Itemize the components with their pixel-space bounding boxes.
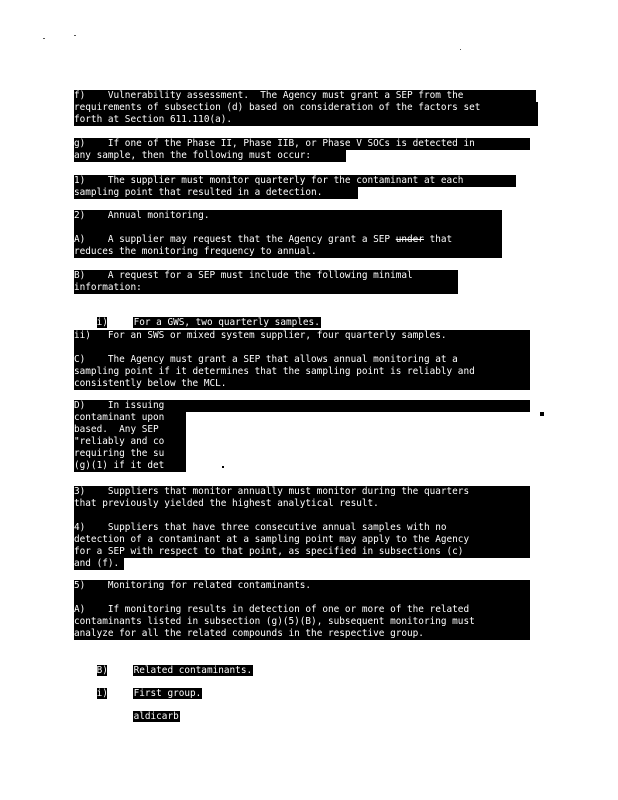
paragraph-3-and-4: [74, 486, 530, 570]
redaction-patch: [540, 412, 544, 416]
item-text: First group.: [133, 688, 202, 699]
item-label: i): [96, 317, 108, 328]
paragraph-i: [74, 306, 321, 328]
text-line: consistently below the MCL.: [74, 378, 530, 390]
text-line: forth at Section 611.110(a).: [74, 114, 538, 126]
text-line: B) A request for a SEP must include the following minimal: [74, 270, 458, 282]
text-line: [74, 222, 502, 234]
text-line: contaminants listed in subsection (g)(5)(B), subsequent monitoring must: [74, 616, 530, 628]
text-line: 2) Annual monitoring.: [74, 210, 502, 222]
text-line: 3) Suppliers that monitor annually must monitor during the quarters: [74, 486, 530, 498]
text-line: requiring the su: [74, 448, 186, 460]
item-text: Related contaminants.: [133, 665, 253, 676]
text-line: "reliably and co: [74, 436, 186, 448]
text-line: g) If one of the Phase II, Phase IIB, or Phase V SOCs is detected in: [74, 138, 530, 150]
text-line: C) The Agency must grant a SEP that allows annual monitoring at a: [74, 354, 530, 366]
text-line: any sample, then the following must occur:: [74, 150, 346, 162]
text-line: and (f).: [74, 558, 124, 570]
paragraph-5B: [74, 654, 253, 676]
text-line: sampling point that resulted in a detection.: [74, 187, 358, 199]
paragraph-5: [74, 580, 530, 640]
item-text: For a GWS, two quarterly samples.: [133, 317, 320, 328]
item-label: B): [96, 665, 108, 676]
text-line: [74, 592, 530, 604]
scan-speck: [74, 35, 76, 36]
text-line: requirements of subsection (d) based on consideration of the factors set: [74, 102, 538, 114]
text-line: contaminant upon: [74, 412, 186, 424]
text-line: that previously yielded the highest analytical result.: [74, 498, 530, 510]
scan-speck: [43, 38, 45, 39]
paragraph-g: [74, 138, 530, 162]
scan-speck: [222, 466, 224, 468]
item-label: i): [96, 688, 108, 699]
text-line: A) If monitoring results in detection of one or more of the related: [74, 604, 530, 616]
text-line: 5) Monitoring for related contaminants.: [74, 580, 530, 592]
blank-area: [186, 412, 530, 472]
redaction-patch: [174, 400, 530, 412]
paragraph-g1: [74, 175, 516, 199]
text-line: [74, 510, 530, 522]
text-line: A) A supplier may request that the Agency grant a SEP under that: [74, 234, 502, 246]
text-line: f) Vulnerability assessment. The Agency must grant a SEP from the: [74, 90, 536, 102]
text-line: D) In issuing: [74, 400, 530, 412]
item-text: aldicarb: [133, 711, 179, 722]
text-line: detection of a contaminant at a sampling point may apply to the Agency: [74, 534, 530, 546]
text-line: [74, 342, 530, 354]
paragraph-f: [74, 90, 538, 126]
text-line: reduces the monitoring frequency to annual.: [74, 246, 502, 258]
struck-word: under: [395, 234, 424, 245]
text-line: (g)(1) if it det: [74, 460, 186, 472]
paragraph-5i: [74, 677, 202, 699]
list-item: [110, 700, 180, 722]
text-line: sampling point if it determines that the sampling point is reliably and: [74, 366, 530, 378]
text-line: 1) The supplier must monitor quarterly for the contaminant at each: [74, 175, 516, 187]
text-line: analyze for all the related compounds in the respective group.: [74, 628, 530, 640]
text-line: for a SEP with respect to that point, as specified in subsections (c): [74, 546, 530, 558]
text-line: 4) Suppliers that have three consecutive annual samples with no: [74, 522, 530, 534]
text-line: ii) For an SWS or mixed system supplier, four quarterly samples.: [74, 330, 530, 342]
paragraph-annual-monitoring: [74, 210, 502, 258]
paragraph-B: [74, 270, 458, 294]
scan-speck: [460, 49, 461, 50]
paragraph-ii-and-C: [74, 330, 530, 390]
text-line: information:: [74, 282, 458, 294]
text-line: based. Any SEP: [74, 424, 186, 436]
